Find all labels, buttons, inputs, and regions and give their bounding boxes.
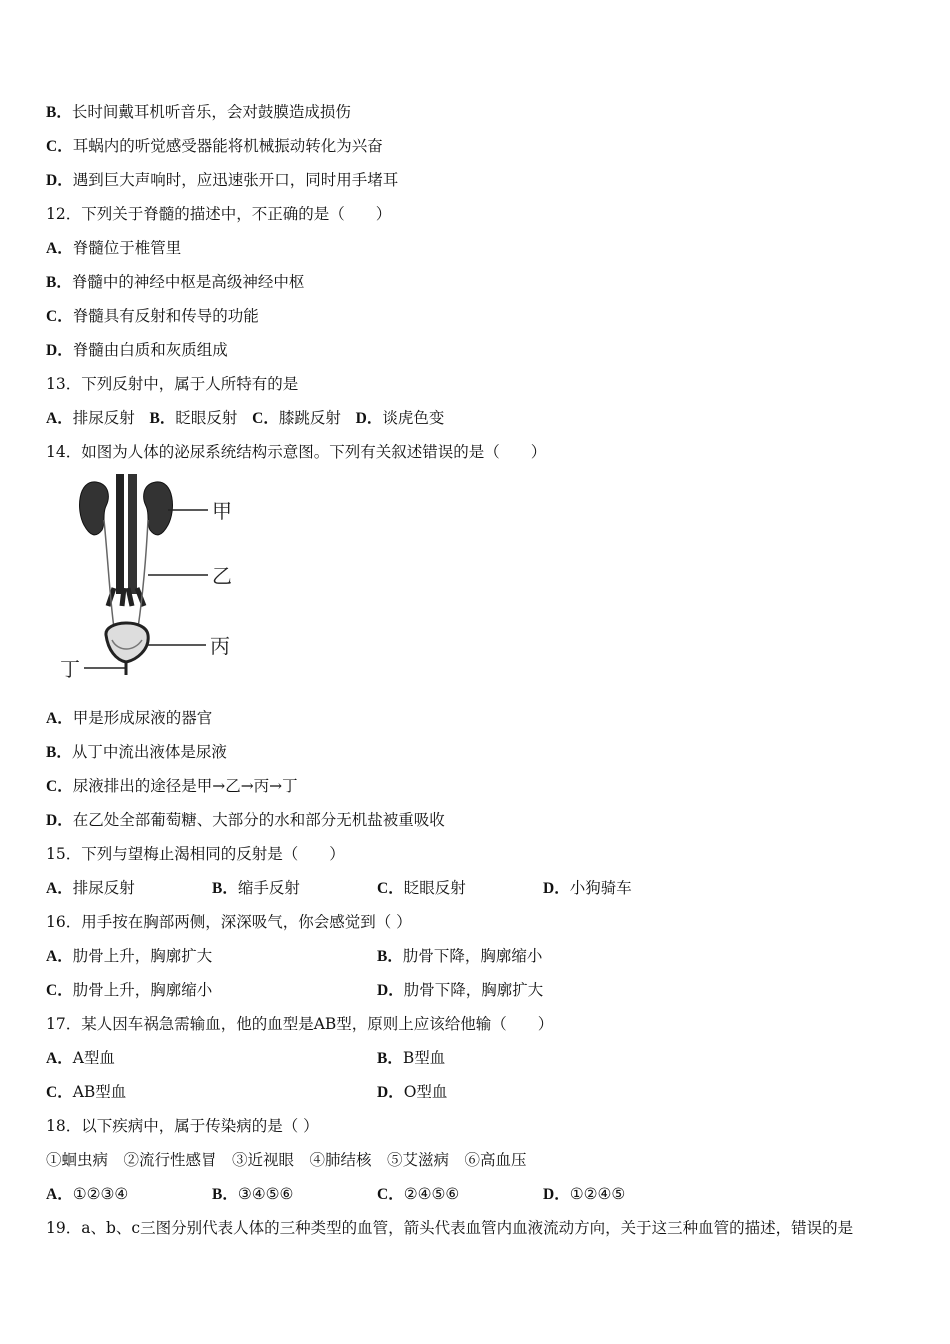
q18-option-a [46,1184,128,1205]
label-bing: 丙 [210,634,230,658]
q13-stem: 13．下列反射中，属于人所特有的是 [46,375,299,393]
option-text: O型血 [403,1083,448,1101]
option-text: 排尿反射 [72,409,135,427]
option-text: 膝跳反射 [278,409,341,427]
q18-option-b [212,1184,293,1205]
q11-option-c [46,136,383,157]
q17-stem: 17．某人因车祸急需输血，他的血型是AB型，原则上应该给他输（ ） [46,1015,554,1033]
urinary-system-diagram [56,470,256,690]
q19-stem: 19．a、b、c三图分别代表人体的三种类型的血管，箭头代表血管内血液流动方向，关于这三种血管的描述，错误的是 [46,1219,854,1237]
option-letter: C． [46,1084,73,1101]
option-text: ①②④⑤ [569,1185,626,1203]
option-letter: D． [46,812,73,829]
option-text: 肋骨下降，胸廓扩大 [403,981,544,999]
option-text: 谈虎色变 [382,409,445,427]
option-text: 排尿反射 [72,879,135,897]
q17-option-a [46,1048,115,1069]
option-letter: C． [252,410,279,427]
option-letter: B． [377,1050,403,1067]
q18-items: ①蛔虫病 ②流行性感冒 ③近视眼 ④肺结核 ⑤艾滋病 ⑥高血压 [46,1151,527,1169]
option-text: 在乙处全部葡萄糖、大部分的水和部分无机盐被重吸收 [72,811,445,829]
option-letter: B． [212,880,238,897]
option-text: 肋骨下降，胸廓缩小 [402,947,543,965]
urinary-system-figure [56,470,256,690]
option-text: B型血 [402,1049,446,1067]
q18-stem: 18．以下疾病中，属于传染病的是（ ） [46,1117,319,1135]
option-letter: D． [46,172,73,189]
option-letter: C． [46,308,73,325]
option-text: 长时间戴耳机听音乐，会对鼓膜造成损伤 [71,103,351,121]
option-letter: A． [46,710,73,727]
label-yi: 乙 [212,564,232,588]
option-text: 眨眼反射 [175,409,238,427]
option-text: A型血 [72,1049,115,1067]
option-text: 肋骨上升，胸廓缩小 [72,981,213,999]
q14-option-a [46,708,212,729]
q14-option-d [46,810,445,831]
q16-option-a [46,946,212,967]
option-text: AB型血 [72,1083,127,1101]
q15-stem: 15．下列与望梅止渴相同的反射是（ ） [46,845,345,863]
option-text: 小狗骑车 [569,879,632,897]
option-text: 脊髓位于椎管里 [72,239,182,257]
q12-stem: 12．下列关于脊髓的描述中，不正确的是（ ） [46,205,392,223]
option-letter: A． [46,1050,73,1067]
q11-option-b [46,102,351,123]
option-letter: A． [46,1186,73,1203]
option-text: 脊髓由白质和灰质组成 [72,341,228,359]
option-text: 缩手反射 [237,879,300,897]
option-letter: C． [46,138,73,155]
q18-option-c [377,1184,459,1205]
option-letter: B． [46,744,72,761]
option-letter: D． [377,982,404,999]
option-text: 肋骨上升，胸廓扩大 [72,947,213,965]
option-text: ①②③④ [72,1185,129,1203]
option-letter: C． [377,1186,404,1203]
q15-option-d [543,878,632,899]
option-letter: D． [543,880,570,897]
option-letter: B． [377,948,403,965]
q14-option-c [46,776,298,797]
q15-option-a [46,878,135,899]
option-text: 脊髓中的神经中枢是高级神经中枢 [71,273,305,291]
q16-option-b [377,946,542,967]
vena-cava [128,474,137,594]
option-letter: D． [377,1084,404,1101]
option-text: 甲是形成尿液的器官 [72,709,213,727]
option-letter: C． [46,982,73,999]
q12-option-a [46,238,181,259]
option-letter: A． [46,948,73,965]
q16-stem: 16．用手按在胸部两侧，深深吸气，你会感觉到（ ） [46,913,412,931]
option-text: ②④⑤⑥ [403,1185,460,1203]
right-ureter [138,520,148,628]
option-text: ③④⑤⑥ [237,1185,294,1203]
option-letter: C． [377,880,404,897]
option-letter: A． [46,880,73,897]
option-text: 遇到巨大声响时，应迅速张开口，同时用手堵耳 [72,171,399,189]
q16-option-d [377,980,543,1001]
option-text: 耳蜗内的听觉感受器能将机械振动转化为兴奋 [72,137,383,155]
option-letter: D． [543,1186,570,1203]
q14-option-b [46,742,227,763]
q16-option-c [46,980,212,1001]
q17-option-d [377,1082,447,1103]
option-letter: B． [212,1186,238,1203]
option-letter: A． [46,410,73,427]
option-letter: B． [46,104,72,121]
option-letter: D． [46,342,73,359]
q15-option-b [212,878,300,899]
option-letter: A． [46,240,73,257]
q18-option-d [543,1184,625,1205]
q15-option-c [377,878,466,899]
label-jia: 甲 [212,499,232,523]
option-text: 从丁中流出液体是尿液 [71,743,227,761]
aorta [116,474,124,594]
option-letter: B． [46,274,72,291]
q13-options [46,408,444,429]
bladder [106,623,148,662]
label-ding: 丁 [60,657,80,681]
q11-option-d [46,170,398,191]
option-text: 眨眼反射 [403,879,466,897]
option-letter: B． [149,410,176,427]
q14-stem: 14．如图为人体的泌尿系统结构示意图。下列有关叙述错误的是（ ） [46,443,547,461]
q17-option-b [377,1048,445,1069]
q12-option-b [46,272,304,293]
q17-option-c [46,1082,126,1103]
option-letter: C． [46,778,73,795]
option-text: 脊髓具有反射和传导的功能 [72,307,259,325]
option-text: 尿液排出的途径是甲→乙→丙→丁 [72,777,298,795]
q12-option-c [46,306,259,327]
q12-option-d [46,340,228,361]
option-letter: D． [355,410,383,427]
left-ureter [104,520,114,628]
